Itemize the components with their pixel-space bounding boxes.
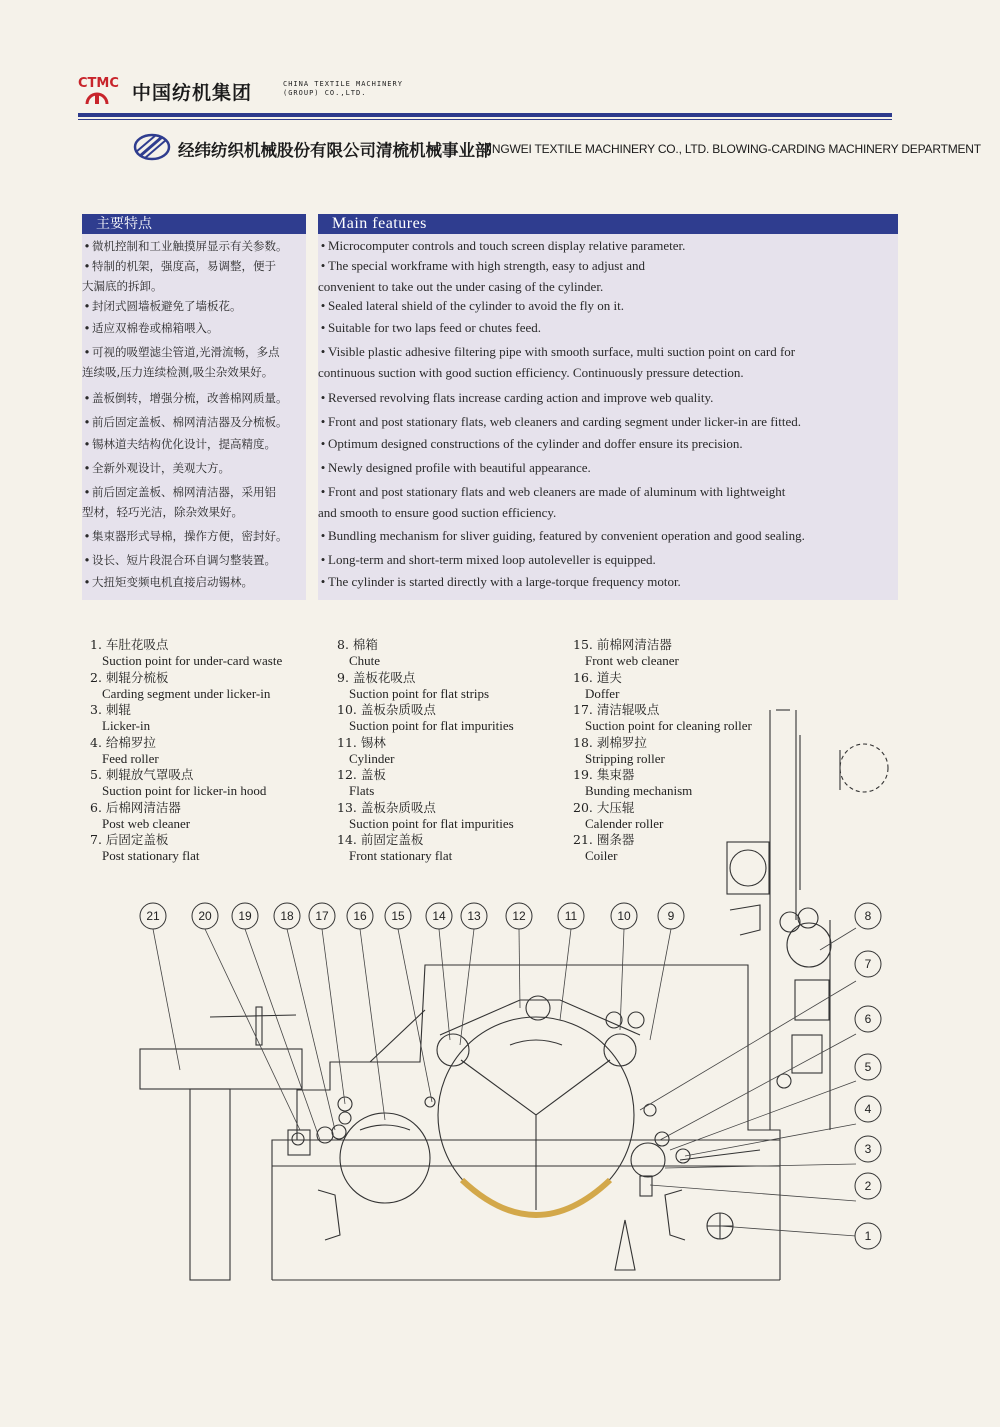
feature-text: Front and post stationary flats and web cleaners are made of aluminum with lightweight (328, 484, 786, 499)
bullet-icon: • (320, 238, 326, 253)
bullet-icon: • (83, 345, 91, 359)
bullet-icon: • (83, 391, 91, 405)
bullet-icon: • (83, 299, 91, 313)
feature-line (318, 572, 681, 592)
legend-label-en: Carding segment under licker-in (102, 685, 271, 701)
feature-text: 锡林道夫结构优化设计，提高精度。 (92, 437, 276, 451)
svg-text:1: 1 (864, 1229, 872, 1243)
callout-16 (347, 903, 373, 929)
feature-text: 可视的吸塑滤尘管道,光滑流畅，多点 (92, 345, 280, 359)
callout-20 (192, 903, 218, 929)
feature-text: 全新外观设计，美观大方。 (92, 461, 230, 475)
callout-9 (658, 903, 684, 929)
callout-10 (611, 903, 637, 929)
bullet-icon: • (320, 528, 326, 543)
callout-1 (855, 1223, 881, 1249)
callout-8 (855, 903, 881, 929)
feature-line (318, 526, 805, 546)
legend-label-cn: 20. 大压辊 (573, 799, 635, 815)
feature-text: convenient to take out the under casing of the cylinder. (318, 279, 604, 294)
legend-item (573, 637, 679, 669)
legend-item (90, 637, 282, 669)
group-name-en-line2: (GROUP) CO.,LTD. (283, 89, 367, 97)
feature-line (82, 482, 276, 502)
legend-label-en: Suction point for under-card waste (102, 653, 283, 668)
callout-17 (309, 903, 335, 929)
chute-roller (787, 923, 831, 967)
coiler-stand (190, 1089, 230, 1280)
legend-label-en: Post stationary flat (102, 848, 200, 863)
feature-text: 盖板倒转，增强分梳，改善棉网质量。 (92, 391, 288, 405)
features-title-cn: 主要特点 (82, 214, 306, 234)
bullet-icon: • (320, 460, 326, 475)
legend-label-en: Front web cleaner (585, 653, 679, 668)
feature-text: Optimum designed constructions of the cylinder and doffer ensure its precision. (328, 436, 743, 451)
feature-line (82, 256, 276, 276)
feature-text: 前后固定盖板、棉网清洁器，采用铝 (92, 485, 276, 499)
feature-text: continuous suction with good suction efficiency. Continuously pressure detection. (318, 365, 744, 380)
legend-label-en: Post web cleaner (102, 815, 191, 831)
legend-label-cn: 8. 棉箱 (337, 637, 378, 652)
company-name-cn: 经纬纺织机械股份有限公司清梳机械事业部 (178, 141, 492, 160)
legend-label-en: Calender roller (585, 815, 664, 831)
feature-text: 设长、短片段混合环自调匀整装置。 (92, 553, 276, 567)
feature-line (82, 502, 243, 522)
svg-text:7: 7 (864, 957, 872, 971)
feature-text: 封闭式圆墙板避免了墙板花。 (92, 299, 242, 313)
svg-text:2: 2 (864, 1179, 872, 1193)
bullet-icon: • (320, 552, 326, 567)
svg-text:18: 18 (280, 909, 294, 923)
legend-label-cn: 17. 清洁辊吸点 (573, 702, 660, 717)
feature-line (82, 550, 276, 570)
legend-label-en: Coiler (585, 848, 618, 863)
svg-text:12: 12 (512, 909, 526, 923)
bullet-icon: • (83, 575, 91, 589)
legend-label-cn: 14. 前固定盖板 (337, 832, 424, 847)
feature-text: 型材，轻巧光洁，除杂效果好。 (82, 505, 243, 519)
svg-text:10: 10 (617, 909, 631, 923)
feature-text: 连续吸,压力连续检测,吸尘杂效果好。 (82, 365, 274, 379)
licker-in (631, 1143, 665, 1177)
callout-14 (426, 903, 452, 929)
features-panel-cn (82, 214, 306, 600)
bullet-icon: • (83, 437, 91, 451)
feature-line (82, 526, 288, 546)
legend-label-en: Suction point for flat impurities (349, 815, 514, 831)
bullet-icon: • (320, 258, 326, 273)
svg-text:17: 17 (315, 909, 329, 923)
svg-text:15: 15 (391, 909, 405, 923)
svg-text:16: 16 (353, 909, 367, 923)
feature-line (82, 572, 253, 592)
callout-4 (855, 1096, 881, 1122)
feature-text: Visible plastic adhesive filtering pipe with smooth surface, multi suction point on card for (328, 344, 796, 359)
feature-text: 微机控制和工业触摸屏显示有关参数。 (92, 239, 288, 253)
feature-text: The special workframe with high strength, easy to adjust and (328, 258, 645, 273)
feature-text: The cylinder is started directly with a large-torque frequency motor. (328, 574, 681, 589)
legend-label-cn: 19. 集束器 (573, 767, 635, 782)
legend-label-en: Front stationary flat (349, 848, 453, 863)
feature-line (318, 256, 645, 276)
gear-icon (84, 90, 110, 104)
feature-line (82, 318, 219, 338)
feature-line (318, 482, 785, 502)
callout-7 (855, 951, 881, 977)
feature-text: 集束器形式导棉，操作方便，密封好。 (92, 529, 288, 543)
feature-line (318, 388, 713, 408)
callout-2 (855, 1173, 881, 1199)
legend-label-cn: 1. 车肚花吸点 (90, 637, 169, 652)
bullet-icon: • (83, 553, 91, 567)
legend-label-en: Flats (349, 783, 375, 798)
group-name-en (283, 80, 403, 98)
legend-label-cn: 3. 刺辊 (90, 702, 131, 717)
callout-11 (558, 903, 584, 929)
svg-text:3: 3 (864, 1142, 872, 1156)
svg-text:5: 5 (864, 1060, 872, 1074)
feature-line (318, 236, 685, 256)
bullet-icon: • (320, 574, 326, 589)
feature-line (82, 362, 273, 382)
feature-line (318, 503, 556, 523)
legend-label-cn: 5. 刺辊放气罩吸点 (90, 767, 194, 782)
ctmc-logo: CTMC (78, 76, 119, 91)
feature-text: Microcomputer controls and touch screen display relative parameter. (328, 238, 686, 253)
feature-line (318, 434, 743, 454)
legend-label-en: Suction point for cleaning roller (585, 718, 752, 733)
callout-5 (855, 1054, 881, 1080)
bullet-icon: • (320, 320, 326, 335)
features-panel-en (318, 214, 898, 600)
carding-machine-diagram (0, 690, 1000, 1290)
legend-label-en: Cylinder (349, 750, 395, 766)
feature-line (82, 236, 288, 256)
feature-line (82, 458, 230, 478)
jingwei-logo-icon (132, 132, 172, 162)
feature-line (82, 412, 288, 432)
bullet-icon: • (320, 484, 326, 499)
feature-line (318, 550, 656, 570)
svg-text:21: 21 (146, 909, 160, 923)
legend-label-cn: 10. 盖板杂质吸点 (337, 702, 436, 717)
feature-line (318, 318, 541, 338)
feature-line (318, 363, 744, 383)
legend-label-cn: 11. 锡林 (337, 734, 386, 750)
legend-label-en: Suction point for licker-in hood (102, 783, 267, 798)
bullet-icon: • (83, 529, 91, 543)
feature-line (318, 458, 591, 478)
legend-label-cn: 12. 盖板 (337, 767, 386, 782)
legend-label-cn: 2. 刺辊分梳板 (90, 669, 169, 685)
legend-item (337, 637, 380, 669)
callout-6 (855, 1006, 881, 1032)
legend-label-en: Suction point for flat strips (349, 685, 490, 701)
feature-line (82, 276, 163, 296)
callout-12 (506, 903, 532, 929)
feature-line (318, 342, 795, 362)
legend-label-cn: 18. 剥棉罗拉 (573, 734, 647, 750)
legend-label-cn: 7. 后固定盖板 (90, 832, 169, 847)
features-title-en: Main features (318, 214, 898, 234)
bullet-icon: • (320, 414, 326, 429)
group-name-en-line1: CHINA TEXTILE MACHINERY (283, 80, 403, 88)
feature-text: Newly designed profile with beautiful appearance. (328, 460, 591, 475)
svg-text:4: 4 (864, 1102, 872, 1116)
feature-text: 适应双棉卷或棉箱喂入。 (92, 321, 219, 335)
legend-label-cn: 16. 道夫 (573, 669, 622, 685)
feature-text: and smooth to ensure good suction efficiency. (318, 505, 557, 520)
feature-line (82, 434, 276, 454)
legend-label-en: Licker-in (102, 718, 151, 733)
callout-13 (461, 903, 487, 929)
bullet-icon: • (320, 344, 326, 359)
svg-text:11: 11 (564, 909, 578, 923)
feature-line (82, 342, 280, 362)
legend-label-en: Stripping roller (585, 750, 665, 766)
bullet-icon: • (320, 436, 326, 451)
bullet-icon: • (83, 259, 91, 273)
group-header (78, 76, 898, 106)
callout-19 (232, 903, 258, 929)
svg-text:9: 9 (667, 909, 675, 923)
feature-text: Reversed revolving flats increase carding action and improve web quality. (328, 390, 714, 405)
bullet-icon: • (320, 390, 326, 405)
feature-text: 前后固定盖板、棉网清洁器及分梳板。 (92, 415, 288, 429)
svg-text:6: 6 (864, 1012, 872, 1026)
legend-label-cn: 9. 盖板花吸点 (337, 669, 416, 685)
callout-21 (140, 903, 166, 929)
bullet-icon: • (83, 415, 91, 429)
feature-line (318, 296, 624, 316)
legend-label-cn: 15. 前棉网清洁器 (573, 637, 672, 652)
feature-text: 大扭矩变频电机直接启动锡林。 (92, 575, 253, 589)
legend-label-en: Chute (349, 653, 381, 668)
svg-text:14: 14 (432, 909, 446, 923)
doffer-drum (340, 1113, 430, 1203)
bullet-icon: • (83, 321, 91, 335)
callout-18 (274, 903, 300, 929)
legend-label-en: Feed roller (102, 750, 159, 766)
feature-line (318, 412, 801, 432)
feature-text: Front and post stationary flats, web cleaners and carding segment under licker-in are fitted. (328, 414, 801, 429)
legend-label-cn: 4. 给棉罗拉 (90, 734, 156, 750)
legend-label-en: Doffer (585, 685, 620, 701)
bullet-icon: • (320, 298, 326, 313)
svg-text:20: 20 (198, 909, 212, 923)
svg-text:19: 19 (238, 909, 252, 923)
bullet-icon: • (83, 485, 91, 499)
legend-label-en: Bunding mechanism (585, 783, 693, 798)
header-rule-thin (78, 119, 892, 120)
svg-text:8: 8 (864, 909, 872, 923)
callout-15 (385, 903, 411, 929)
feature-text: Suitable for two laps feed or chutes feed. (328, 320, 541, 335)
feature-line (82, 388, 288, 408)
header-rule (78, 113, 892, 117)
feature-text: Long-term and short-term mixed loop autoleveller is equipped. (328, 552, 656, 567)
legend-label-cn: 21. 圈条器 (573, 832, 635, 847)
legend-label-en: Suction point for flat impurities (349, 718, 514, 733)
feature-line (82, 296, 242, 316)
bullet-icon: • (83, 239, 91, 253)
callout-3 (855, 1136, 881, 1162)
feature-line (318, 277, 603, 297)
feature-text: Sealed lateral shield of the cylinder to avoid the fly on it. (328, 298, 625, 313)
feature-text: Bundling mechanism for sliver guiding, featured by convenient operation and good sealing. (328, 528, 805, 543)
group-name-cn: 中国纺机集团 (132, 82, 253, 104)
svg-text:13: 13 (467, 909, 481, 923)
feature-text: 大漏底的拆卸。 (82, 279, 163, 293)
bullet-icon: • (83, 461, 91, 475)
company-name-en: JINGWEI TEXTILE MACHINERY CO., LTD. BLOWING-CARDING MACHINERY DEPARTMENT (483, 142, 981, 156)
legend-label-cn: 6. 后棉网清洁器 (90, 799, 181, 815)
legend-label-cn: 13. 盖板杂质吸点 (337, 799, 436, 815)
feature-text: 特制的机架，强度高，易调整，便于 (92, 259, 276, 273)
